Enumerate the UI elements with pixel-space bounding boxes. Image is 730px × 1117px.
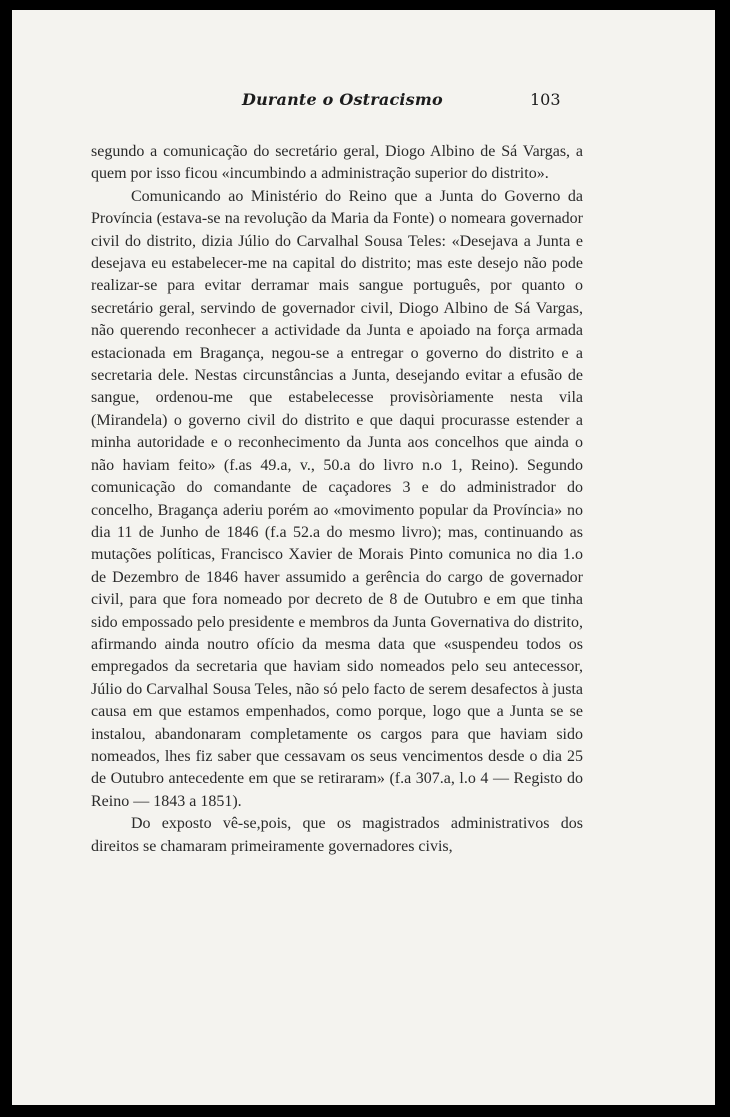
paragraph-continuation: segundo a comunicação do secretário geral, Diogo Albino de Sá Vargas, a quem por isso ficou «incumbindo a administração superior do distrito».	[91, 143, 583, 183]
paragraph-comunicando: Comunicando ao Ministério do Reino que a Junta do Governo da Província (estava-se na revolução da Maria da Fonte) o nomeara governador civil do distrito, dizia Júlio do Carvalhal Sousa Teles: «Desejava a Junta e desejava eu estabelecer-me na capital do distrito; mas este desejo não pode realizar-se para evitar derramar mais sangue português, por quanto o secretário geral, servindo de governador civil, Diogo Albino de Sá Vargas, não querendo reconhecer a actividade da Junta e apoiado na força armada estacionada em Bragança, negou-se a entregar o governo do distrito e a secretaria dele. Nestas circunstâncias a Junta, desejando evitar a efusão de sangue, ordenou-me que estabelecesse provisòriamente nesta vila (Mirandela) o governo civil do distrito e que daqui procurasse estender a minha autoridade e o reconhecimento da Junta aos concelhos que ainda o não haviam feito» (f.as 49.a, v., 50.a do livro n.o 1, Reino). Segundo comunicação do comandante de caçadores 3 e do administrador do concelho, Bragança aderiu porém ao «movimento popular da Província» no dia 11 de Junho de 1846 (f.a 52.a do mesmo livro); mas, continuando as mutações políticas, Francisco Xavier de Morais Pinto comunica no dia 1.o de Dezembro de 1846 haver assumido a gerência do cargo de governador civil, para que fora nomeado por decreto de 8 de Outubro e em que tinha sido empossado pelo presidente e membros da Junta Governativa do distrito, afirmando ainda noutro ofício da mesma data que «suspendeu todos os empregados da secretaria que haviam sido nomeados pelo seu antecessor, Júlio do Carvalhal Sousa Teles, não só pelo facto de serem desafectos à justa causa em que estamos empenhados, como porque, logo que a Junta se se instalou, abandonaram completamente os cargos para que haviam sido nomeados, lhes fiz saber que cessavam os seus vencimentos desde o dia 25 de Outubro antecedente em que se retiraram» (f.a 307.a, l.o 4 — Registo do Reino — 1843 a 1851).	[91, 187, 583, 810]
book-page	[12, 10, 715, 1105]
body-text	[91, 141, 583, 858]
page-number: 103	[530, 90, 561, 109]
page-header	[12, 90, 715, 114]
running-title: Durante o Ostracismo	[242, 90, 443, 109]
paragraph-do-exposto: Do exposto vê-se,pois, que os magistrados administrativos dos direitos se chamaram primeiramente governadores civis,	[91, 815, 583, 855]
